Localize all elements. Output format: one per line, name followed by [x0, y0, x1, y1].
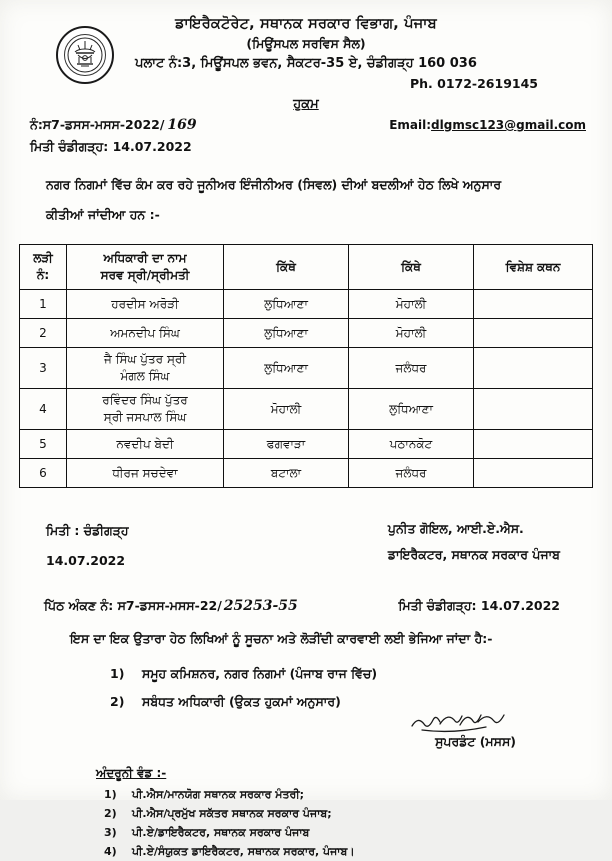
list-marker: 2): [104, 807, 117, 820]
cell-remarks: [474, 290, 593, 319]
internal-circulation-list: [0, 785, 612, 861]
list-item: [104, 842, 612, 861]
header-officer-name-l2: ਸਰਵ ਸ੍ਰੀ/ਸ੍ਰੀਮਤੀ: [100, 268, 190, 282]
letterhead: [0, 0, 612, 91]
header-from: ਕਿੱਥੇ: [224, 245, 349, 290]
header-serial-l2: ਨੰ:: [36, 268, 50, 282]
reference-date-label: ਮਿਤੀ ਚੰਡੀਗੜ੍ਹ:: [30, 139, 109, 154]
list-marker: 1): [110, 666, 125, 681]
cell-from: ਲੁਧਿਆਣਾ: [224, 319, 349, 348]
cell-remarks: [474, 319, 593, 348]
cell-to: ਮੋਹਾਲੀ: [349, 290, 474, 319]
email-label: Email:: [389, 118, 432, 132]
endorsement-date-label: ਮਿਤੀ ਚੰਡੀਗੜ੍ਹ:: [398, 598, 477, 613]
list-text: ਪੀ.ਐਸ/ਮਾਨਯੋਗ ਸਥਾਨਕ ਸਰਕਾਰ ਮੰਤਰੀ;: [132, 788, 305, 801]
reference-date-line: [30, 136, 197, 158]
list-item: [104, 785, 612, 804]
cell-from: ਲੁਧਿਆਣਾ: [224, 290, 349, 319]
email-address[interactable]: dlgmsc123@gmail.com: [431, 118, 586, 132]
cell-remarks: [474, 430, 593, 459]
cell-name-l1: ਧੀਰਜ ਸਚਦੇਵਾ: [112, 465, 178, 480]
table-row: [20, 459, 593, 488]
email-block: [389, 114, 586, 132]
supdt-label: ਸੁਪਰਡੰਟ (ਮਸਸ): [435, 734, 516, 749]
cell-remarks: [474, 459, 593, 488]
reference-block: [0, 112, 612, 158]
header-remarks: ਵਿਸ਼ੇਸ਼ ਕਥਨ: [474, 245, 593, 290]
dept-address: ਪਲਾਟ ਨੰ:3, ਮਿਊਂਸਪਲ ਭਵਨ, ਸੈਕਟਰ-35 ਏ, ਚੰਡੀਗੜ੍ਹ 160 036: [135, 56, 477, 71]
cell-name: [67, 459, 224, 488]
internal-circulation-title: ਅੰਦਰੂਨੀ ਵੰਡ :-: [96, 766, 167, 780]
cell-to: ਜਲੰਧਰ: [349, 459, 474, 488]
order-heading: ਹੁਕਮ: [293, 97, 319, 112]
reference-number-value: 169: [167, 117, 197, 133]
cell-to: ਪਠਾਨਕੋਟ: [349, 430, 474, 459]
state-emblem-icon: [56, 26, 114, 84]
dept-title-line1: ਡਾਇਰੈਕਟੋਰੇਟ, ਸਥਾਨਕ ਸਰਕਾਰ ਵਿਭਾਗ, ਪੰਜਾਬ: [175, 16, 437, 32]
cell-name-l1: ਅਮਨਦੀਪ ਸਿੰਘ: [110, 325, 180, 340]
cell-name: [67, 348, 224, 389]
cell-name: [67, 389, 224, 430]
endorsement-label: ਪਿੱਠ ਅੰਕਣ ਨੰ: ਸ7-ਡਸਸ-ਮਸਸ-22/: [44, 598, 222, 613]
list-text: ਪੀ.ਏ/ਸੰਯੁਕਤ ਡਾਇਰੈਕਟਰ, ਸਥਾਨਕ ਸਰਕਾਰ, ਪੰਜਾਬ।: [132, 845, 355, 858]
header-serial: [20, 245, 67, 290]
list-text: ਪੀ.ਏ/ਡਾਇਰੈਕਟਰ, ਸਥਾਨਕ ਸਰਕਾਰ ਪੰਜਾਬ: [132, 826, 310, 839]
handwritten-signature: [408, 708, 516, 734]
list-marker: 3): [104, 826, 117, 839]
forwarding-text: ਇਸ ਦਾ ਇਕ ਉਤਾਰਾ ਹੇਠ ਲਿਖਿਆਂ ਨੂੰ ਸੂਚਨਾ ਅਤੇ ਲੋੜੀਂਦੀ ਕਾਰਵਾਈ ਲਈ ਭੇਜਿਆ ਜਾਂਦਾ ਹੈ:-: [70, 631, 493, 646]
supdt-signature-block: [0, 734, 612, 750]
endorsement-number: [44, 598, 298, 614]
list-text: ਸਮੂਹ ਕਮਿਸ਼ਨਰ, ਨਗਰ ਨਿਗਮਾਂ (ਪੰਜਾਬ ਰਾਜ ਵਿੱਚ): [142, 666, 378, 681]
table-row: [20, 290, 593, 319]
cell-serial: 4: [20, 389, 67, 430]
officer-designation: ਡਾਇਰੈਕਟਰ,: [387, 547, 448, 562]
list-text: ਸਬੰਧਤ ਅਧਿਕਾਰੀ (ਉਕਤ ਹੁਕਮਾਂ ਅਨੁਸਾਰ): [142, 694, 341, 709]
signature-date-value: 14.07.2022: [46, 553, 126, 568]
dept-title-line2: (ਮਿਊਂਸਪਲ ਸਰਵਿਸ ਸੈਲ): [246, 36, 366, 51]
cell-name-l2: ਸ੍ਰੀ ਜਸਪਾਲ ਸਿੰਘ: [103, 410, 187, 424]
header-to: ਕਿੱਥੇ: [349, 245, 474, 290]
reference-number-label: ਨੰ:ਸ7-ਡਸਸ-ਮਸਸ-2022/: [30, 117, 165, 132]
cell-to: ਲੁਧਿਆਣਾ: [349, 389, 474, 430]
cell-remarks: [474, 348, 593, 389]
cell-to: ਮੋਹਾਲੀ: [349, 319, 474, 348]
list-item: [104, 823, 612, 842]
copy-to-list: [0, 660, 612, 716]
reference-date-value: 14.07.2022: [112, 139, 192, 154]
signature-block: [0, 488, 612, 576]
cell-name-l1: ਜੈ ਸਿੰਘ ਪੁੱਤਰ ਸ੍ਰੀ: [104, 352, 186, 366]
cell-from: ਬਟਾਲਾ: [224, 459, 349, 488]
cell-from: ਮੋਹਾਲੀ: [224, 389, 349, 430]
dept-phone: Ph. 0172-2619145: [409, 76, 538, 91]
order-body: [0, 158, 612, 230]
list-marker: 4): [104, 845, 117, 858]
list-item: [110, 688, 612, 716]
table-row: [20, 319, 593, 348]
signing-officer: [388, 516, 560, 576]
reference-number-line: [30, 114, 197, 136]
officer-department: ਸਥਾਨਕ ਸਰਕਾਰ ਪੰਜਾਬ: [451, 547, 560, 562]
cell-serial: 5: [20, 430, 67, 459]
list-item: [104, 804, 612, 823]
cell-name: [67, 319, 224, 348]
officer-name: ਪੁਨੀਤ ਗੋਇਲ, ਆਈ.ਏ.ਐਸ.: [387, 521, 524, 536]
cell-from: ਫਗਵਾੜਾ: [224, 430, 349, 459]
signature-place-line: [46, 516, 129, 546]
endorsement-number-value: 25253-55: [223, 598, 298, 614]
cell-remarks: [474, 389, 593, 430]
cell-name-l1: ਨਵਦੀਪ ਬੇਦੀ: [116, 436, 174, 451]
cell-name-l2: ਮੰਗਲ ਸਿੰਘ: [120, 369, 170, 383]
order-body-line1: ਨਗਰ ਨਿਗਮਾਂ ਵਿੱਚ ਕੰਮ ਕਰ ਰਹੇ ਜੂਨੀਅਰ ਇੰਜੀਨੀਅਰ (ਸਿਵਲ) ਦੀਆਂ ਬਦਲੀਆਂ ਹੇਠ ਲਿਖੇ ਅਨੁਸਾਰ: [46, 177, 502, 192]
endorsement-block: [0, 576, 612, 614]
emblem-inner: [64, 34, 106, 76]
cell-serial: 6: [20, 459, 67, 488]
signature-place-label: ਮਿਤੀ :: [46, 523, 80, 538]
table-row: [20, 389, 593, 430]
endorsement-date-value: 14.07.2022: [480, 598, 560, 613]
cell-to: ਜਲੰਧਰ: [349, 348, 474, 389]
cell-name: [67, 290, 224, 319]
header-officer-name: [67, 245, 224, 290]
endorsement-date: [398, 598, 560, 614]
order-body-line2: ਕੀਤੀਆਂ ਜਾਂਦੀਆ ਹਨ :-: [46, 207, 160, 222]
transfer-table: [19, 244, 593, 488]
signature-place-value: ਚੰਡੀਗੜ੍ਹ: [83, 523, 129, 538]
list-item: [110, 660, 612, 688]
list-text: ਪੀ.ਐਸ/ਪ੍ਰਮੁੱਖ ਸਕੱਤਰ ਸਥਾਨਕ ਸਰਕਾਰ ਪੰਜਾਬ;: [132, 807, 332, 820]
cell-name-l1: ਹਰਦੀਸ ਅਰੋੜੀ: [111, 296, 179, 311]
table-row: [20, 430, 593, 459]
reference-left: [30, 114, 197, 158]
cell-name: [67, 430, 224, 459]
cell-serial: 2: [20, 319, 67, 348]
signature-place-date: [46, 516, 129, 576]
list-marker: 2): [110, 694, 125, 709]
officer-designation-line: [388, 542, 560, 568]
table-header-row: [20, 245, 593, 290]
header-officer-name-l1: ਅਧਿਕਾਰੀ ਦਾ ਨਾਮ: [103, 251, 187, 265]
header-serial-l1: ਲੜੀ: [33, 251, 53, 265]
cell-serial: 3: [20, 348, 67, 389]
table-row: [20, 348, 593, 389]
cell-serial: 1: [20, 290, 67, 319]
cell-name-l1: ਰਵਿੰਦਰ ਸਿੰਘ ਪੁੱਤਰ: [102, 393, 188, 407]
list-marker: 1): [104, 788, 117, 801]
cell-from: ਲੁਧਿਆਣਾ: [224, 348, 349, 389]
